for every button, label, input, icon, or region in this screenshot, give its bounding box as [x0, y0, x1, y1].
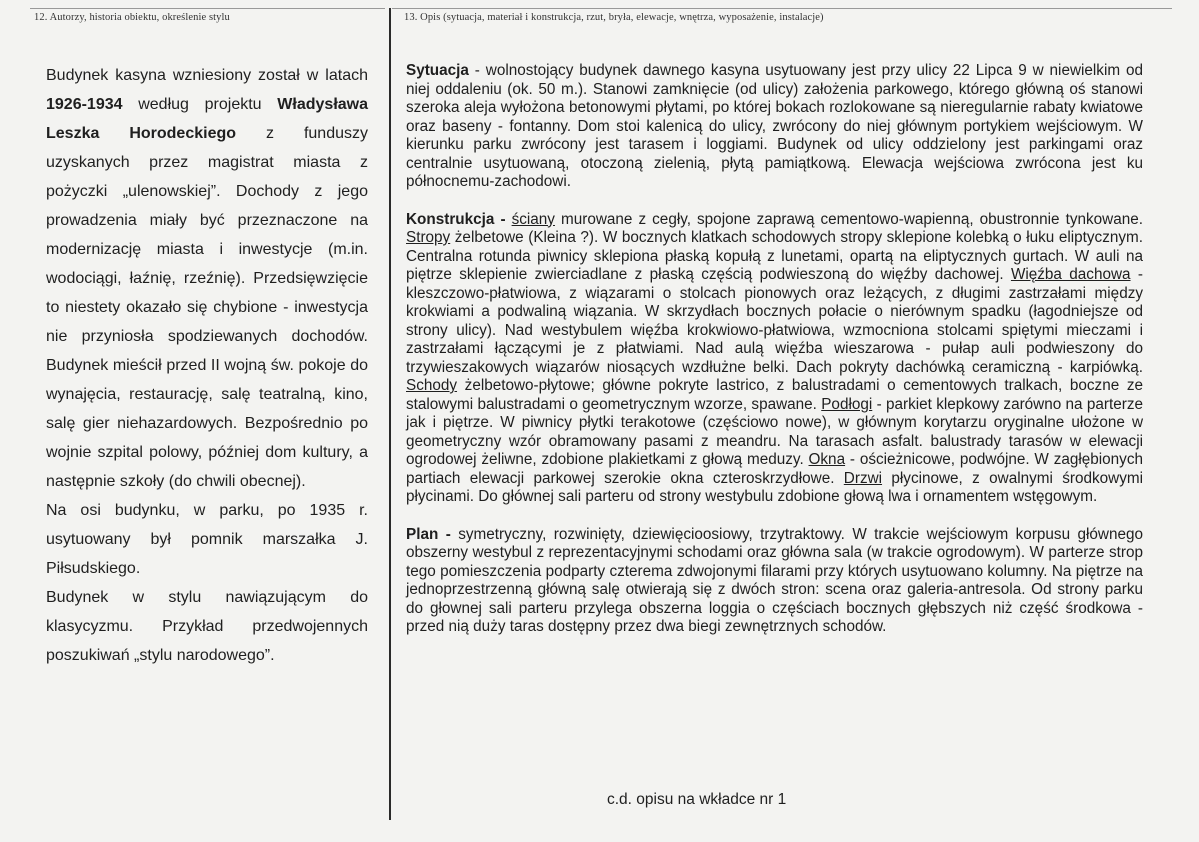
construction-paragraph [406, 211, 1143, 507]
situation-text: - wolnostojący budynek dawnego kasyna usytuowany jest przy ulicy 22 Lipca 9 w niewielkim od niej oddaleniu (ok. 50 m.). Stanowi zamknięcie (od ulicy) założenia parkowego, którego główną oś stanowi szeroka aleja wyłożona betonowymi płytami, po której bokach rozlokowane są nieregularnie rabaty kwiatowe oraz baseny - fontanny. Dom stoi kalenicą do ulicy, zwrócony do niej głównym portykiem wejściowym. W kierunku parku zwrócony jest tarasem i loggiami. Budynek od ulicy oddzielony jest parkingami oraz centralnie usytuowaną, otoczoną zielenią, płytą pamiątkową. Elewacja wejściowa zwrócona jest ku północnemu-zachodowi. [406, 62, 1143, 190]
term-stairs: Schody [406, 377, 458, 394]
top-rule-right [392, 8, 1172, 9]
construction-text: płycinowe, z owalnymi środkowymi płycinami. Do głównej sali parteru od strony westybulu zdobione głową lwa i ornamentem wstęgowym. [406, 469, 1143, 505]
section-label-construction: Konstrukcja - [406, 210, 506, 228]
monument-paragraph: Na osi budynku, w parku, po 1935 r. usytuowany był pomnik marszałka J. Piłsudskiego. [46, 502, 368, 577]
left-column-header: 12. Autorzy, historia obiektu, określenie stylu [34, 12, 230, 23]
history-paragraph [46, 61, 368, 496]
history-text: według projektu [122, 96, 278, 113]
term-ceilings: Stropy [406, 229, 451, 246]
style-paragraph: Budynek w stylu nawiązującym do klasycyzmu. Przykład przedwojennych poszukiwań „stylu narodowego”. [46, 589, 368, 664]
section-label-plan: Plan - [406, 525, 451, 543]
situation-paragraph [406, 62, 1143, 192]
history-column [46, 61, 368, 670]
plan-paragraph [406, 526, 1143, 637]
term-roof-truss: Więźba dachowa [1010, 266, 1131, 283]
column-divider [389, 8, 391, 820]
top-rule-left [30, 8, 385, 9]
section-label-situation: Sytuacja [406, 62, 469, 79]
construction-years: 1926-1934 [46, 96, 123, 113]
continuation-note: c.d. opisu na wkładce nr 1 [607, 791, 787, 808]
term-floors: Podłogi [821, 395, 873, 413]
plan-text: symetryczny, rozwinięty, dziewięcioosiowy, trzytraktowy. W trakcie wejściowym korpusu głównego obszerny westybul z reprezentacyjnymi schodami oraz główna sala (w trakcie ogrodowym). W parterze strop tego pomieszczenia podparty czterema zdwojonymi filarami przy których usytuowano kolumny. Na piętrze na jednoprzestrzenną główną salę otwierają się z dwóch stron: scena oraz galeria-antresola. Od strony parku do głownej sali parteru przylega obszerna loggia o częściach bocznych głębszych niż część środkowa - przed nią duży taras dostępny przez dwa biegi zewnętrznych schodów. [406, 525, 1143, 635]
construction-text: murowane z cegły, spojone zaprawą cementowo-wapienną, obustronnie tynkowane. [554, 210, 1143, 228]
term-windows: Okna [808, 451, 846, 468]
right-column-header: 13. Opis (sytuacja, materiał i konstrukcja, rzut, bryła, elewacje, wnętrza, wyposażenie, instalacje) [404, 12, 824, 23]
term-doors: Drzwi [843, 469, 883, 487]
history-text: Budynek kasyna wzniesiony został w latach [46, 67, 368, 84]
description-column [406, 62, 1143, 637]
construction-text: żelbetowo-płytowe; główne pokryte lastrico, z balustradami o cementowych tralkach, boczne ze stalowymi balustradami o geometrycznym wzorze, spawane. [406, 377, 1143, 413]
history-text: z funduszy uzyskanych przez magistrat miasta z pożyczki „ulenowskiej”. Dochody z jego prowadzenia miały być przeznaczone na modernizację miasta i inwestycje (m.in. wodociągi, łaźnię, rzeźnię). Przedsięwzięcie to niestety okazało się chybione - inwestycja nie przyniosła spodziewanych dochodów. Budynek mieścił przed II wojną św. pokoje do wynajęcia, restaurację, salę teatralną, kino, salę gier niehazardowych. Bezpośrednio po wojnie szpital polowy, później dom kultury, a następnie szkoły (do chwili obecnej). [46, 125, 369, 490]
construction-text: żelbetowe (Kleina ?). W bocznych klatkach schodowych stropy sklepione kolebką o łuku eliptycznym. Centralna rotunda piwnicy sklepiona płaską kopułą z lunetami, opartą na eliptycznych gurtach. W auli na piętrze sklepienie zwierciadlane z płaską częścią podwieszoną do więźby dachowej. [406, 229, 1143, 283]
term-walls: ściany [511, 210, 555, 228]
architect-name: Władysława Leszka Horodeckiego [46, 96, 368, 142]
construction-text: - ościeżnicowe, podwójne. W zagłębionych partiach elewacji parkowej szerokie okna czteroskrzydłowe. [406, 451, 1143, 487]
construction-text: - parkiet klepkowy zarówno na parterze jak i piętrze. W piwnicy płytki terakotowe (częściowo nowe), w głównym korytarzu oryginalne ułożone w geometryczny wzór obramowany pasami z meandru. Na tarasach asfalt. balustrady tarasów w elewacji ogrodowej żeliwne, zdobione plakietkami z głową meduzy. [406, 395, 1143, 468]
construction-text: - kleszczowo-płatwiowa, z wiązarami o stolcach pionowych oraz leżących, z długimi zastrzałami między krokwiami a podwaliną wiązania. W skrzydłach bocznych połacie o nierównym spadku (łagodniejsze od strony ulicy). Nad westybulem więźba krokwiowo-płatwiowa, wzmocniona stolcami spiętymi mieczami i zastrzałami łączącymi je z płatwiami. Nad aulą więźba wieszarowa - pułap auli podwieszony do trzywieszakowych wiązarów niosących wzdłużne belki. Dach pokryty dachówką ceramiczną - karpiówką. [406, 266, 1143, 376]
